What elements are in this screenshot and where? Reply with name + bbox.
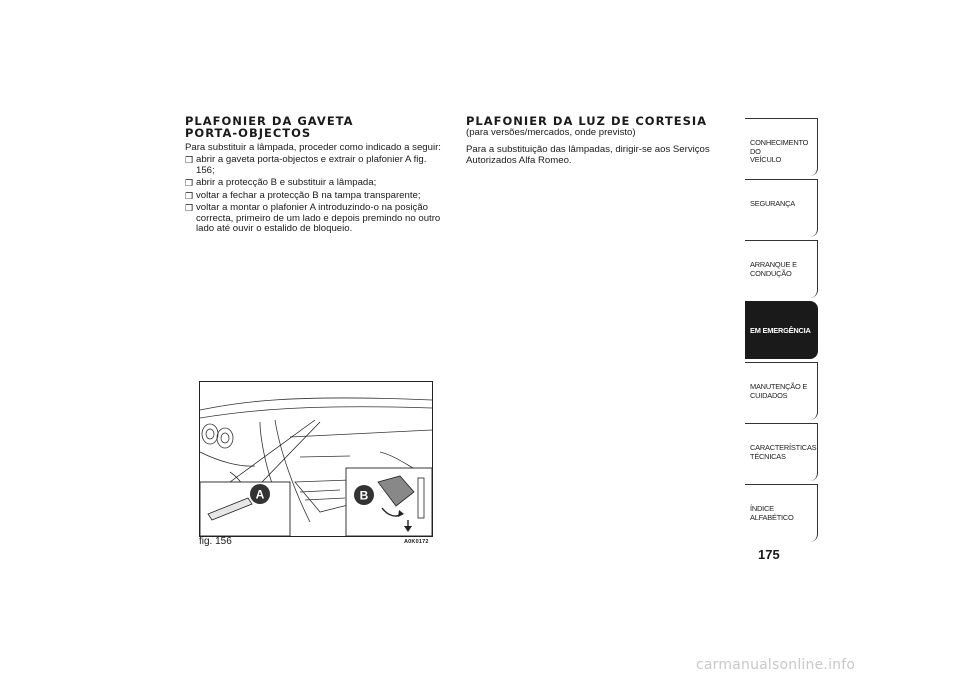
figure-caption: fig. 156: [199, 536, 232, 547]
tab-label: [750, 505, 817, 522]
checkbox-bullet-icon: ❒: [185, 203, 194, 213]
tab-label: [750, 444, 816, 461]
step-text: voltar a fechar a protecção B na tampa transparente;: [196, 189, 421, 201]
checkbox-bullet-icon: ❒: [185, 178, 194, 188]
step-item: [185, 191, 447, 202]
step-text: voltar a montar o plafonier A introduzindo-o na posição correcta, primeiro de um lado e depois premindo no outro lado até ouvir o estalido de bloqueio.: [196, 202, 441, 234]
tab-label-line: MANUTENÇÃO E: [750, 382, 808, 391]
tab-indice-alfabetico[interactable]: [745, 484, 818, 542]
tab-label-line: ARRANQUE E: [750, 260, 797, 269]
right-column: [466, 115, 736, 166]
tab-label-line: CUIDADOS: [750, 390, 788, 400]
step-item: [185, 203, 447, 235]
checkbox-bullet-icon: ❒: [185, 155, 194, 165]
step-text: abrir a gaveta porta-objectos e extrair o plafonier A fig. 156;: [196, 154, 427, 176]
tab-label-line: SEGURANÇA: [750, 199, 796, 208]
step-item: [185, 178, 447, 189]
tab-label-line: ÍNDICE ALFABÉTICO: [750, 504, 794, 522]
page-number: 175: [758, 547, 780, 562]
tab-label: [750, 200, 795, 209]
tab-label-line: CONDUÇÃO: [750, 268, 792, 278]
tab-conhecimento-do-veiculo[interactable]: [745, 118, 818, 176]
step-text: abrir a protecção B e substituir a lâmpada;: [196, 177, 377, 188]
body-text: Para a substituição das lâmpadas, dirigir-se aos Serviços Autorizados Alfa Romeo.: [466, 144, 710, 166]
tab-caracteristicas-tecnicas[interactable]: [745, 423, 818, 481]
intro-text: Para substituir a lâmpada, proceder como indicado a seguir:: [185, 142, 441, 153]
tab-label: [750, 327, 811, 336]
tab-arranque-e-conducao[interactable]: [745, 240, 818, 298]
label-a: A: [255, 487, 265, 502]
tab-label-line: VEÍCULO: [750, 155, 782, 165]
tab-seguranca[interactable]: [745, 179, 818, 237]
steps-list: [185, 155, 447, 235]
left-column: [185, 115, 447, 237]
step-item: [185, 155, 447, 176]
tab-label-line: CARACTERÍSTICAS: [750, 443, 817, 452]
tab-label: [750, 139, 817, 165]
title-line-2: PORTA-OBJECTOS: [185, 126, 312, 140]
figure-156: [199, 381, 433, 537]
tab-label: [750, 383, 807, 400]
tab-manutencao-e-cuidados[interactable]: [745, 362, 818, 420]
tab-em-emergencia[interactable]: [745, 301, 818, 359]
subtitle-text: (para versões/mercados, onde previsto): [466, 127, 636, 138]
glovebox-illustration: [200, 382, 432, 536]
title-line-1: PLAFONIER DA GAVETA: [185, 114, 354, 128]
watermark: carmanualsonline.info: [696, 657, 856, 673]
section-title-courtesy-light: PLAFONIER DA LUZ DE CORTESIA: [466, 114, 708, 128]
tab-label: [750, 261, 797, 278]
section-title-glovebox-light: [185, 115, 447, 139]
tab-label-line: EM EMERGÊNCIA: [750, 326, 811, 335]
tab-label-line: CONHECIMENTO DO: [750, 138, 809, 156]
tab-label-line: TÉCNICAS: [750, 451, 786, 461]
checkbox-bullet-icon: ❒: [185, 190, 194, 201]
figure-code: A0K0172: [404, 539, 429, 545]
label-b: B: [359, 488, 369, 503]
